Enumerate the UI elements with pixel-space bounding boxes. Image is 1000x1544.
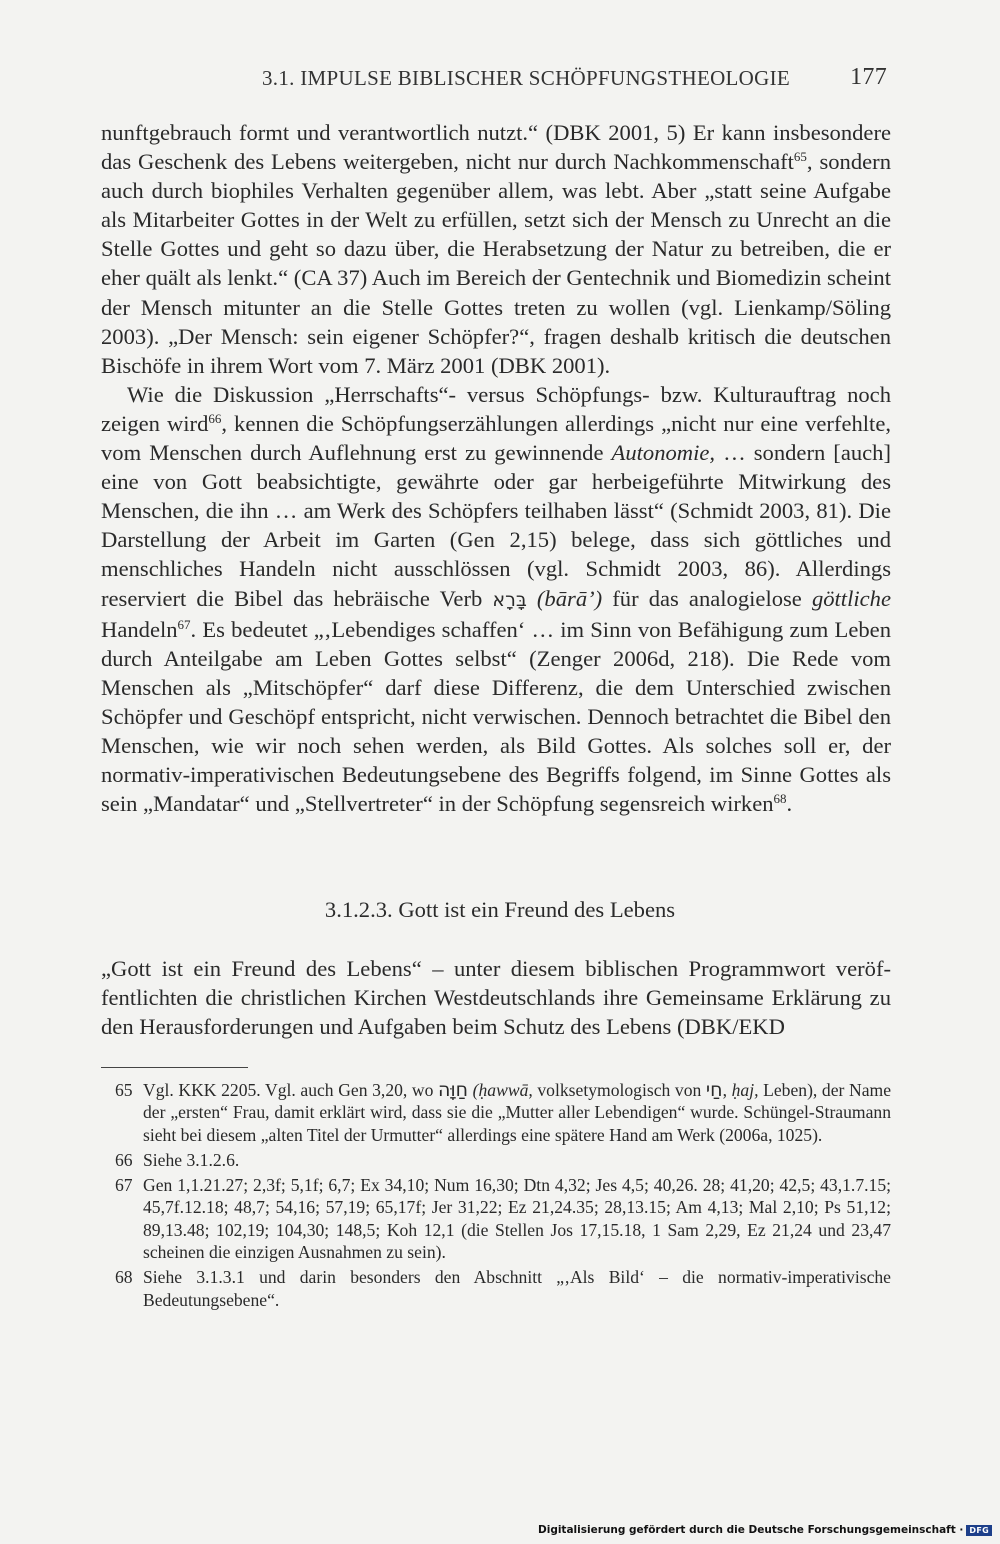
credit-text: Digitalisierung gefördert durch die Deutsche Forschungsgemeinschaft · <box>538 1524 964 1536</box>
hebrew-word: בָּרָא <box>492 588 527 611</box>
italic-text: (bārā’) <box>536 585 603 611</box>
text-run: Vgl. KKK 2205. Vgl. auch Gen 3,20, wo <box>143 1080 439 1100</box>
footnote-number: 68 <box>115 1267 133 1288</box>
dfg-logo-icon: DFG <box>966 1525 992 1536</box>
digitization-credit <box>538 1524 992 1536</box>
text-run: für das analogielose <box>602 585 812 611</box>
footnote-number: 65 <box>115 1080 133 1100</box>
paragraph-1 <box>101 118 891 380</box>
footnote-68 <box>101 1266 891 1311</box>
main-text <box>101 118 891 818</box>
footnote-number: 67 <box>115 1175 133 1196</box>
text-run: … sondern [auch] eine von Gott beabsichtigte, gewährte oder gar herbeigeführte Mitwirkung des Menschen, die ihn … am Werk des Schöpfers teilhaben lässt“ (Schmidt 2003, 81). Die Darstellung der Arbeit im Garten (Gen 2,15) belege, dass sich göttliches und menschliches Handeln nicht ausschlössen (vgl. Schmidt 2003, 86). Allerdings reserviert die Bibel das hebräische Verb <box>101 440 891 611</box>
paragraph-2 <box>101 380 891 818</box>
text-run: Siehe 3.1.2.6. <box>143 1149 240 1170</box>
text-run: . <box>786 791 793 817</box>
italic-text: (ḥawwā, <box>472 1080 533 1100</box>
text-run: Siehe 3.1.3.1 und darin besonders den Abschnitt „‚Als Bild‘ – die normativ-imperativische Bedeutungsebene“. <box>143 1267 891 1310</box>
text-run: . Es bedeutet „‚Lebendiges schaffen‘ … im Sinn von Befähigung zum Leben durch Anteilgabe am Leben Gottes selbst“ (Zenger 2006d, 218). Die Rede vom Menschen als „Mitschöpfer“ darf diese Differenz, die dem Unterschied zwischen Schöpfer und Geschöpf entspricht, nicht verwischen. Dennoch betrachtet die Bibel den Menschen, wie wir noch sehen werden, als Bild Gottes. Als solches soll er, der normativ-imperativischen Bedeutungsebene des Begriffs folgend, im Sinne Gottes als sein „Mandatar“ und „Stellvertreter“ in der Schöpfung segensreich wirken <box>101 616 891 817</box>
footnote-ref-67[interactable]: 67 <box>177 616 191 632</box>
text-run: , sondern auch durch biophiles Verhalten gegenüber allem, was lebt. Aber „statt seine Aufgabe als Mitarbeiter Gottes in der Welt zu erfüllen, setzt sich der Mensch zu Unrecht an die Stelle Gottes und geht so dazu über, die Herabsetzung der Natur zu betreiben, die er eher quält als lenkt.“ (CA 37) Auch im Bereich der Gentechnik und Biomedizin scheint der Mensch mitunter an die Stelle Gottes treten zu wollen (vgl. Lienkamp/Söling 2003). „Der Mensch: sein eigener Schöpfer?“, fragen deshalb kritisch die deutschen Bischöfe in ihrem Wort vom 7. März 2001 (DBK 2001). <box>101 149 891 378</box>
text-run: , <box>722 1080 732 1100</box>
footnote-ref-65[interactable]: 65 <box>793 149 807 165</box>
paragraph-3: „Gott ist ein Freund des Lebens“ – unter diesem biblischen Programmwort veröffentlichten die christlichen Kirchen Westdeutschlands ihre Gemeinsame Erklärung zu den Herausforderungen und Aufgaben beim Schutz des Lebens (DBK/EKD <box>101 956 891 1040</box>
text-run: Gen 1,1.21.27; 2,3f; 5,1f; 6,7; Ex 34,10; Num 16,30; Dtn 4,32; Jes 4,5; 40,26. 28; 41,20; 42,5; 43,1.7.15; 45,7f.12.18; 48,7; 54,16; 57,19; 65,17f; Jer 31,22; Ez 21,24.35; 28,13.15; Am 4,13; Mal 2,10; Ps 51,12; 89,13.48; 102,19; 104,30; 148,5; Koh 12,1 (die Stellen Jos 17,15.18, 1 Sam 2,29, Ez 21,24 und 23,47 scheinen die einzigen Ausnahmen zu sein). <box>143 1175 891 1263</box>
italic-text: göttliche <box>811 585 891 611</box>
footnote-67 <box>101 1174 891 1263</box>
page-number: 177 <box>850 64 887 90</box>
footnote-66 <box>101 1149 891 1171</box>
footnote-65 <box>101 1079 891 1146</box>
footnote-number: 66 <box>115 1149 133 1170</box>
footnote-divider <box>101 1067 248 1068</box>
text-run: nunftgebrauch formt und verantwortlich nutzt.“ (DBK 2001, 5) Er kann insbesondere das Geschenk des Lebens weitergeben, nicht nur durch Nachkommenschaft <box>101 120 891 175</box>
hebrew-word: חַוָּה <box>438 1079 469 1101</box>
footnote-ref-66[interactable]: 66 <box>208 410 222 426</box>
main-text-2 <box>101 954 891 1041</box>
footnote-ref-68[interactable]: 68 <box>773 791 787 807</box>
text-run: volksetymologisch von <box>532 1080 706 1100</box>
text-run: Handeln <box>101 616 178 642</box>
italic-text: Autonomie, <box>611 440 716 466</box>
running-head-title: 3.1. IMPULSE BIBLISCHER SCHÖPFUNGSTHEOLOGIE <box>262 66 791 90</box>
footnotes <box>101 1079 891 1314</box>
text-run: Leben), der Name der „ersten“ Frau, damit erklärt wird, dass sie die „Mutter aller Lebendigen“ wurde. Schüngel-Straumann sieht bei diesem „alten Titel der Urmutter“ allerdings eine spätere Hand am Werk (2006a, 1025). <box>143 1080 892 1145</box>
hebrew-word: חַי <box>705 1079 723 1101</box>
italic-text: ḥaj, <box>731 1080 759 1100</box>
text-run: Wie die Diskussion „Herrschafts“- versus Schöpfungs- bzw. Kulturauftrag noch zeigen wird <box>101 381 891 436</box>
text-run: , kennen die Schöpfungserzählungen allerdings „nicht nur eine verfehlte, vom Menschen durch Auflehnung erst zu gewinnende <box>101 410 892 466</box>
section-heading: 3.1.2.3. Gott ist ein Freund des Lebens <box>324 897 676 922</box>
